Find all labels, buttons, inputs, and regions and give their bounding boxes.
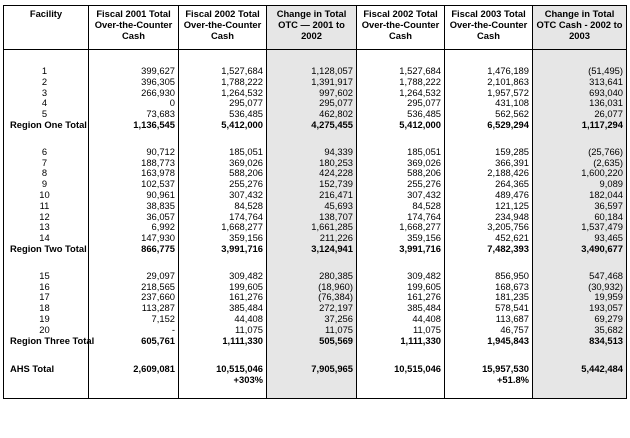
spacer-cell (4, 255, 89, 271)
value-cell: 359,156 (357, 233, 445, 244)
spacer-cell (445, 131, 533, 147)
value-cell: 385,484 (357, 303, 445, 314)
header-fy2002-total-b: Fiscal 2002 Total Over-the-Counter Cash (357, 6, 445, 50)
value-cell: 7,152 (89, 314, 179, 325)
ahs-total-value (533, 362, 627, 399)
table-row (4, 77, 627, 88)
table-row (4, 282, 627, 293)
value-cell: 295,077 (179, 98, 267, 109)
value-cell: 1,945,843 (445, 336, 533, 347)
spacer-cell (4, 131, 89, 147)
value-cell: 159,285 (445, 147, 533, 158)
value-cell: 1,668,277 (357, 222, 445, 233)
spacer-cell (533, 131, 627, 147)
value-cell: 163,978 (89, 168, 179, 179)
region-total-row (4, 244, 627, 255)
value-cell: (51,495) (533, 66, 627, 77)
value-cell: 1,527,684 (179, 66, 267, 77)
table-row (4, 147, 627, 158)
value-cell: 3,991,716 (179, 244, 267, 255)
table-row (4, 88, 627, 99)
table-row (4, 292, 627, 303)
facility-number: 3 (41, 86, 48, 98)
table-row (4, 201, 627, 212)
value-cell: 216,471 (267, 190, 357, 201)
ahs-total-amount: 10,515,046 (394, 363, 441, 375)
table-row (4, 168, 627, 179)
value-cell: 536,485 (179, 109, 267, 120)
value-cell: 136,031 (533, 98, 627, 109)
facility-number: 1 (41, 65, 48, 76)
value-cell: 199,605 (179, 282, 267, 293)
value-cell: (76,384) (267, 292, 357, 303)
value-cell: 174,764 (179, 212, 267, 223)
value-cell: 3,205,756 (445, 222, 533, 233)
value-cell: 536,485 (357, 109, 445, 120)
value-cell: 605,761 (89, 336, 179, 347)
ahs-total-amount: 5,442,484 (581, 363, 623, 375)
facility-number: 16 (39, 280, 50, 292)
value-cell: 369,026 (357, 158, 445, 169)
value-cell: 280,385 (267, 271, 357, 282)
table-row (4, 303, 627, 314)
value-cell: 84,528 (179, 201, 267, 212)
value-cell: 26,077 (533, 109, 627, 120)
spacer-row (4, 255, 627, 271)
table-body (4, 50, 627, 399)
spacer-cell (179, 50, 267, 67)
value-cell: 218,565 (89, 282, 179, 293)
value-cell: 1,600,220 (533, 168, 627, 179)
table-row (4, 222, 627, 233)
percent-change: +51.8% (496, 374, 529, 386)
ahs-total-value (357, 362, 445, 399)
facility-number: 11 (39, 199, 50, 211)
value-cell: 1,111,330 (357, 336, 445, 347)
facility-number: 5 (41, 108, 48, 120)
value-cell: 46,757 (445, 325, 533, 336)
spacer-cell (357, 131, 445, 147)
region-total-label: Region One Total (10, 118, 87, 130)
value-cell: (30,932) (533, 282, 627, 293)
value-cell: 369,026 (179, 158, 267, 169)
value-cell: 866,775 (89, 244, 179, 255)
spacer-cell (89, 50, 179, 67)
facility-number: 6 (41, 145, 48, 157)
value-cell: 38,835 (89, 201, 179, 212)
value-cell: 307,432 (357, 190, 445, 201)
value-cell: 1,117,294 (533, 120, 627, 131)
value-cell: 562,562 (445, 109, 533, 120)
value-cell: 431,108 (445, 98, 533, 109)
value-cell: 36,597 (533, 201, 627, 212)
value-cell: 693,040 (533, 88, 627, 99)
spacer-cell (4, 50, 89, 67)
header-fy2003-total: Fiscal 2003 Total Over-the-Counter Cash (445, 6, 533, 50)
spacer-cell (533, 346, 627, 362)
value-cell: 1,136,545 (89, 120, 179, 131)
value-cell: 193,057 (533, 303, 627, 314)
facility-number: 13 (39, 221, 50, 233)
value-cell: 1,527,684 (357, 66, 445, 77)
facility-number: 19 (39, 312, 50, 324)
value-cell: 307,432 (179, 190, 267, 201)
header-facility: Facility (4, 6, 89, 50)
facility-number: 18 (39, 302, 50, 314)
value-cell: 264,365 (445, 179, 533, 190)
ahs-total-label: AHS Total (10, 363, 55, 375)
value-cell: 3,490,677 (533, 244, 627, 255)
facility-number: 12 (39, 210, 50, 222)
spacer-cell (357, 255, 445, 271)
value-cell: 1,391,917 (267, 77, 357, 88)
value-cell: 2,188,426 (445, 168, 533, 179)
value-cell: 44,408 (357, 314, 445, 325)
value-cell: (2,635) (533, 158, 627, 169)
value-cell: 309,482 (179, 271, 267, 282)
value-cell: 121,125 (445, 201, 533, 212)
spacer-cell (357, 346, 445, 362)
facility-number: 9 (41, 178, 48, 190)
header-fy2002-total: Fiscal 2002 Total Over-the-Counter Cash (179, 6, 267, 50)
table-row (4, 271, 627, 282)
value-cell: 5,412,000 (357, 120, 445, 131)
spacer-row (4, 346, 627, 362)
value-cell: 19,959 (533, 292, 627, 303)
value-cell: 60,184 (533, 212, 627, 223)
value-cell: 94,339 (267, 147, 357, 158)
value-cell: 1,264,532 (357, 88, 445, 99)
value-cell: 234,948 (445, 212, 533, 223)
value-cell: 6,529,294 (445, 120, 533, 131)
value-cell: 147,930 (89, 233, 179, 244)
table-row (4, 314, 627, 325)
value-cell: 11,075 (179, 325, 267, 336)
value-cell: 181,235 (445, 292, 533, 303)
spacer-cell (267, 255, 357, 271)
value-cell: 3,991,716 (357, 244, 445, 255)
spacer-cell (89, 346, 179, 362)
value-cell: 588,206 (357, 168, 445, 179)
otc-cash-table (3, 5, 627, 399)
value-cell: 11,075 (267, 325, 357, 336)
value-cell: 161,276 (179, 292, 267, 303)
value-cell: 266,930 (89, 88, 179, 99)
value-cell: 997,602 (267, 88, 357, 99)
value-cell: 1,957,572 (445, 88, 533, 99)
ahs-total-row (4, 362, 627, 399)
ahs-total-amount: 10,515,046 (216, 363, 263, 375)
value-cell: 1,264,532 (179, 88, 267, 99)
facility-number: 20 (39, 323, 50, 335)
value-cell: 45,693 (267, 201, 357, 212)
header-row (4, 6, 627, 50)
region-total-label: Region Three Total (10, 334, 95, 346)
value-cell: 505,569 (267, 336, 357, 347)
region-total-row (4, 120, 627, 131)
value-cell: 180,253 (267, 158, 357, 169)
ahs-total-value (267, 362, 357, 399)
value-cell: 5,412,000 (179, 120, 267, 131)
value-cell: 152,739 (267, 179, 357, 190)
value-cell: 93,465 (533, 233, 627, 244)
spacer-row (4, 131, 627, 147)
facility-number: 17 (39, 291, 50, 303)
value-cell: 1,128,057 (267, 66, 357, 77)
value-cell: 366,391 (445, 158, 533, 169)
value-cell: 272,197 (267, 303, 357, 314)
value-cell: - (89, 325, 179, 336)
percent-change: +303% (233, 374, 263, 386)
ahs-total-value (445, 362, 533, 399)
value-cell: 1,111,330 (179, 336, 267, 347)
table-row (4, 98, 627, 109)
value-cell: 452,621 (445, 233, 533, 244)
spacer-cell (267, 50, 357, 67)
ahs-total-amount: 15,957,530 (482, 363, 529, 375)
ahs-total-amount: 2,609,081 (133, 363, 175, 375)
value-cell: 7,482,393 (445, 244, 533, 255)
spacer-cell (357, 50, 445, 67)
header-change-2002-2003: Change in Total OTC Cash - 2002 to 2003 (533, 6, 627, 50)
value-cell: 6,992 (89, 222, 179, 233)
value-cell: 185,051 (179, 147, 267, 158)
value-cell: (18,960) (267, 282, 357, 293)
value-cell: 1,668,277 (179, 222, 267, 233)
header-fy2001-total: Fiscal 2001 Total Over-the-Counter Cash (89, 6, 179, 50)
value-cell: 0 (89, 98, 179, 109)
spacer-cell (89, 255, 179, 271)
spacer-cell (89, 131, 179, 147)
spacer-cell (4, 346, 89, 362)
value-cell: 36,057 (89, 212, 179, 223)
value-cell: 4,275,455 (267, 120, 357, 131)
value-cell: 489,476 (445, 190, 533, 201)
region-total-row (4, 336, 627, 347)
value-cell: 37,256 (267, 314, 357, 325)
value-cell: 138,707 (267, 212, 357, 223)
header-change-2001-2002: Change in Total OTC — 2001 to 2002 (267, 6, 357, 50)
spacer-cell (267, 346, 357, 362)
value-cell: 161,276 (357, 292, 445, 303)
value-cell: 90,961 (89, 190, 179, 201)
spacer-cell (267, 131, 357, 147)
value-cell: 359,156 (179, 233, 267, 244)
value-cell: 385,484 (179, 303, 267, 314)
spacer-cell (533, 255, 627, 271)
value-cell: 1,788,222 (357, 77, 445, 88)
ahs-total-value (179, 362, 267, 399)
facility-number: 10 (39, 188, 50, 200)
value-cell: 295,077 (357, 98, 445, 109)
spacer-row (4, 50, 627, 67)
table-row (4, 190, 627, 201)
value-cell: 102,537 (89, 179, 179, 190)
value-cell: 255,276 (357, 179, 445, 190)
facility-number: 14 (39, 232, 50, 244)
table-row (4, 158, 627, 169)
value-cell: 1,661,285 (267, 222, 357, 233)
value-cell: 11,075 (357, 325, 445, 336)
facility-number: 15 (39, 269, 50, 281)
facility-number: 8 (41, 167, 48, 179)
value-cell: 182,044 (533, 190, 627, 201)
value-cell: 295,077 (267, 98, 357, 109)
value-cell: 3,124,941 (267, 244, 357, 255)
value-cell: 199,605 (357, 282, 445, 293)
value-cell: 462,802 (267, 109, 357, 120)
value-cell: 73,683 (89, 109, 179, 120)
ahs-total-value (89, 362, 179, 399)
value-cell: 35,682 (533, 325, 627, 336)
value-cell: 237,660 (89, 292, 179, 303)
region-total-label: Region Two Total (10, 242, 87, 254)
table-row (4, 179, 627, 190)
value-cell: 69,279 (533, 314, 627, 325)
value-cell: 44,408 (179, 314, 267, 325)
value-cell: 174,764 (357, 212, 445, 223)
value-cell: 255,276 (179, 179, 267, 190)
value-cell: 588,206 (179, 168, 267, 179)
value-cell: 547,468 (533, 271, 627, 282)
value-cell: 2,101,863 (445, 77, 533, 88)
spacer-cell (179, 131, 267, 147)
value-cell: 578,541 (445, 303, 533, 314)
value-cell: 113,287 (89, 303, 179, 314)
value-cell: 90,712 (89, 147, 179, 158)
value-cell: 313,641 (533, 77, 627, 88)
spacer-cell (445, 346, 533, 362)
value-cell: 834,513 (533, 336, 627, 347)
spacer-cell (445, 50, 533, 67)
value-cell: 1,788,222 (179, 77, 267, 88)
value-cell: 185,051 (357, 147, 445, 158)
value-cell: 29,097 (89, 271, 179, 282)
value-cell: 399,627 (89, 66, 179, 77)
value-cell: 113,687 (445, 314, 533, 325)
facility-number: 2 (41, 75, 48, 87)
ahs-total-amount: 7,905,965 (311, 363, 353, 375)
value-cell: 396,305 (89, 77, 179, 88)
spacer-cell (445, 255, 533, 271)
value-cell: 309,482 (357, 271, 445, 282)
value-cell: 1,537,479 (533, 222, 627, 233)
value-cell: 424,228 (267, 168, 357, 179)
facility-number: 4 (41, 97, 48, 109)
value-cell: 9,089 (533, 179, 627, 190)
spacer-cell (533, 50, 627, 67)
table-row (4, 325, 627, 336)
value-cell: (25,766) (533, 147, 627, 158)
value-cell: 168,673 (445, 282, 533, 293)
value-cell: 1,476,189 (445, 66, 533, 77)
value-cell: 856,950 (445, 271, 533, 282)
spacer-cell (179, 255, 267, 271)
value-cell: 211,226 (267, 233, 357, 244)
value-cell: 188,773 (89, 158, 179, 169)
value-cell: 84,528 (357, 201, 445, 212)
facility-number: 7 (41, 156, 48, 168)
spacer-cell (179, 346, 267, 362)
